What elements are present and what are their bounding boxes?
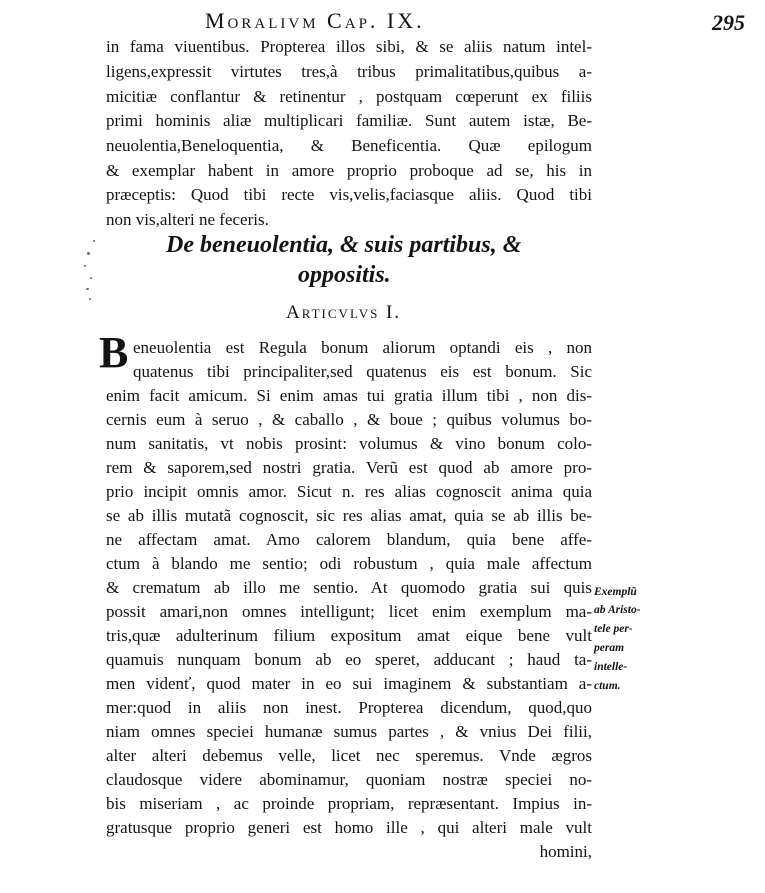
text-line: quamuis nunquam bonum ab eo speret, adducant ; haud ta- bbox=[106, 650, 592, 669]
text-line: ctum à blando me sentio; odi robustum , quia male affectum bbox=[106, 554, 592, 573]
paper-speck bbox=[90, 277, 92, 279]
page-number: 295 bbox=[712, 10, 745, 35]
article-heading: Articvlvs I. bbox=[286, 302, 402, 323]
marginal-note-line: intelle- bbox=[594, 661, 628, 673]
text-line: mer:quod in aliis non inest. Propterea dicendum, quod,quo bbox=[106, 698, 592, 717]
running-head: Moralivm Cap. IX. bbox=[205, 8, 425, 33]
paper-speck bbox=[86, 288, 89, 290]
text-line: ligens,expressit virtutes tres,à tribus primalitatibus,quibus a- bbox=[106, 62, 592, 81]
text-line: gratusque proprio generi est homo ille , qui alteri male vult bbox=[106, 818, 592, 837]
text-line: quatenus tibi principaliter,sed quatenus eis est bonum. Sic bbox=[133, 362, 592, 381]
paper-speck bbox=[87, 252, 90, 255]
marginal-note-line: peram bbox=[594, 642, 625, 654]
text-line: prio incipit omnis amor. Sicut n. res alias cognoscit anima quia bbox=[106, 482, 592, 501]
text-line: neuolentia,Beneloquentia, & Beneficentia. Quæ epilogum bbox=[106, 136, 592, 155]
marginal-note-line: tele per- bbox=[594, 623, 633, 635]
text-line: men videnť, quod mater in eo sui imaginem & substantiam a- bbox=[106, 674, 592, 693]
text-line: eneuolentia est Regula bonum aliorum optandi eis , non bbox=[133, 338, 592, 357]
text-line: se ab illis mutatã cognoscit, sic res alias amat, quia se ab illis be- bbox=[106, 506, 592, 525]
marginal-note-line: ctum. bbox=[594, 680, 621, 692]
section-heading-line-1: De beneuolentia, & suis partibus, & bbox=[166, 232, 522, 258]
text-line: bis miseriam , ac proinde propriam, repræsentant. Impius in- bbox=[106, 794, 592, 813]
text-line: præceptis: Quod tibi recte vis,velis,faciasque aliis. Quod tibi bbox=[106, 185, 592, 204]
text-line: num sanitatis, vt nobis prosint: volumus & vino bonum colo- bbox=[106, 434, 592, 453]
text-line: micitiæ conflantur & retinentur , postquam cœperunt ex filiis bbox=[106, 87, 592, 106]
marginal-note-line: Exemplũ bbox=[594, 586, 637, 598]
text-line: ne affectam amat. Amo calorem blandum, quia bene affe- bbox=[106, 530, 592, 549]
text-line: possit amari,non omnes intelligunt; licet enim exemplum ma- bbox=[106, 602, 592, 621]
text-line: claudosque videre abominamur, quoniam nostræ speciei no- bbox=[106, 770, 592, 789]
text-line: non vis,alteri ne feceris. bbox=[106, 210, 269, 229]
text-line: in fama viuentibus. Propterea illos sibi, & se aliis natum intel- bbox=[106, 37, 592, 56]
text-line: niam omnes speciei humanæ sumus partes , & vnius Dei filii, bbox=[106, 722, 592, 741]
text-line: enim facit amicum. Si enim amas tui gratia illum tibi , non dis- bbox=[106, 386, 592, 405]
text-line: & crematum ab illo me sentio. At quomodo gratia sui quis bbox=[106, 578, 592, 597]
marginal-note-line: ab Aristo- bbox=[594, 604, 641, 616]
text-line: primi hominis aliæ multiplicari familiæ. Sunt autem istæ, Be- bbox=[106, 111, 592, 130]
section-heading-line-2: oppositis. bbox=[298, 262, 391, 288]
drop-cap: B bbox=[99, 328, 129, 377]
text-line: & exemplar habent in amore proprio proboque ad se, his in bbox=[106, 161, 592, 180]
catchword: homini, bbox=[539, 842, 592, 861]
paper-speck bbox=[89, 298, 91, 300]
text-line: alter alteri debemus velle, licet nec speremus. Vnde ægros bbox=[106, 746, 592, 765]
paper-speck bbox=[84, 265, 86, 267]
text-line: cernis eum à seruo , & caballo , & boue ; quibus volumus bo- bbox=[106, 410, 592, 429]
text-line: rem & saporem,sed nostri gratia. Verũ est quod ab amore pro- bbox=[106, 458, 592, 477]
paper-speck bbox=[93, 240, 95, 242]
text-line: tris,quæ adulterinum filium expositum amat eique bene vult bbox=[106, 626, 592, 645]
